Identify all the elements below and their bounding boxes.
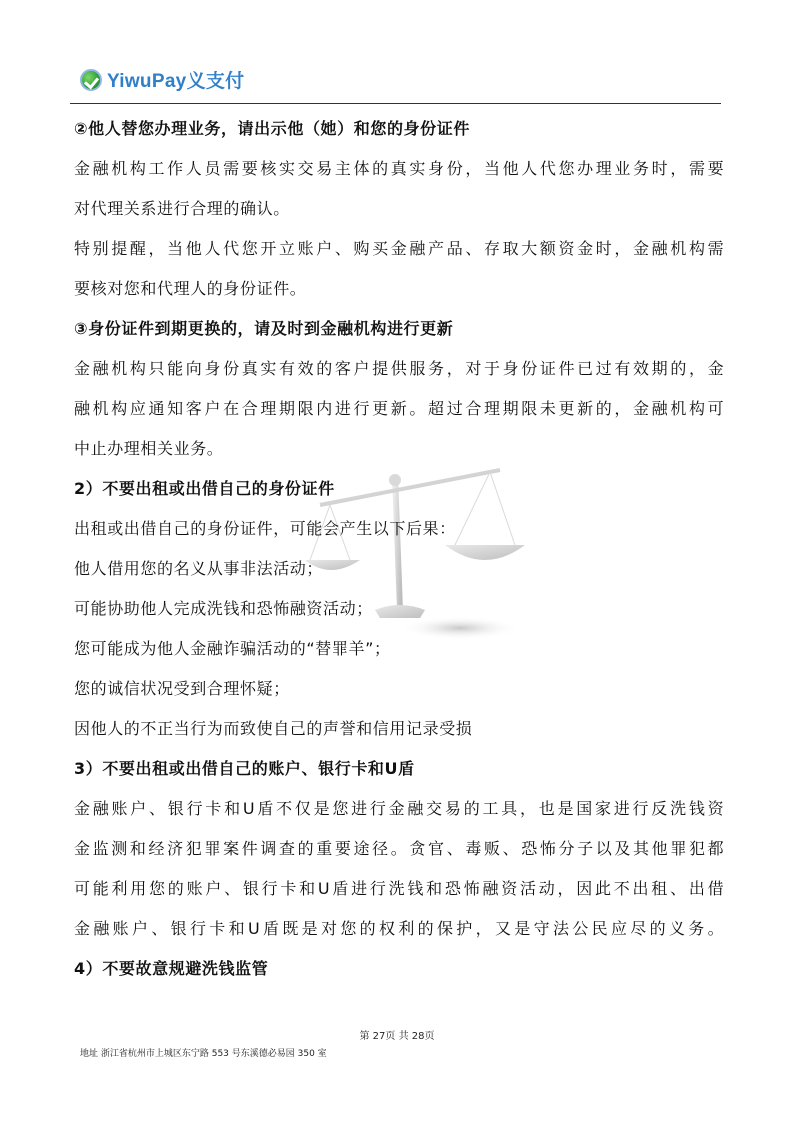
brand-name: YiwuPay义支付 bbox=[107, 71, 245, 92]
document-body bbox=[74, 113, 724, 993]
paragraph-line: 金融机构工作人员需要核实交易主体的真实身份，当他人代您办理业务时，需要 bbox=[74, 159, 724, 178]
section-heading: ③身份证件到期更换的，请及时到金融机构进行更新 bbox=[74, 319, 454, 338]
paragraph-line: 金监测和经济犯罪案件调查的重要途径。贪官、毒贩、恐怖分子以及其他罪犯都 bbox=[74, 839, 724, 858]
paragraph-line: 您的诚信状况受到合理怀疑； bbox=[74, 679, 290, 698]
footer-address: 地址 浙江省杭州市上城区东宁路 553 号东溪德必易园 350 室 bbox=[80, 1049, 327, 1059]
paragraph-line: 中止办理相关业务。 bbox=[74, 439, 224, 458]
paragraph-line: 金融机构只能向身份真实有效的客户提供服务，对于身份证件已过有效期的，金 bbox=[74, 359, 724, 378]
paragraph-line: 他人借用您的名义从事非法活动； bbox=[74, 559, 324, 578]
paragraph-line: 您可能成为他人金融诈骗活动的“替罪羊”； bbox=[74, 639, 391, 658]
section-heading: 2）不要出租或出借自己的身份证件 bbox=[74, 479, 335, 498]
paragraph-line: 金融账户、银行卡和U盾不仅是您进行金融交易的工具，也是国家进行反洗钱资 bbox=[74, 799, 724, 818]
paragraph-line: 特别提醒，当他人代您开立账户、购买金融产品、存取大额资金时，金融机构需 bbox=[74, 239, 724, 258]
paragraph-line: 可能协助他人完成洗钱和恐怖融资活动； bbox=[74, 599, 373, 618]
paragraph-line: 融机构应通知客户在合理期限内进行更新。超过合理期限未更新的，金融机构可 bbox=[74, 399, 724, 418]
brand-logo bbox=[80, 66, 244, 93]
header-rule bbox=[70, 103, 721, 104]
paragraph-line: 对代理关系进行合理的确认。 bbox=[74, 199, 290, 218]
page-header bbox=[80, 60, 720, 100]
section-heading: ②他人替您办理业务，请出示他（她）和您的身份证件 bbox=[74, 119, 470, 138]
paragraph-line: 可能利用您的账户、银行卡和U盾进行洗钱和恐怖融资活动，因此不出租、出借 bbox=[74, 879, 724, 898]
paragraph-line: 金融账户、银行卡和U盾既是对您的权利的保护，又是守法公民应尽的义务。 bbox=[74, 919, 724, 938]
paragraph-line: 出租或出借自己的身份证件，可能会产生以下后果： bbox=[74, 519, 456, 538]
paragraph-line: 因他人的不正当行为而致使自己的声誉和信用记录受损 bbox=[74, 719, 473, 738]
page-number: 第 27页 共 28页 bbox=[359, 1031, 435, 1042]
section-heading: 3）不要出租或出借自己的账户、银行卡和U盾 bbox=[74, 759, 415, 778]
section-heading: 4）不要故意规避洗钱监管 bbox=[74, 959, 269, 978]
checkmark-logo-icon bbox=[80, 69, 102, 91]
paragraph-line: 要核对您和代理人的身份证件。 bbox=[74, 279, 307, 298]
